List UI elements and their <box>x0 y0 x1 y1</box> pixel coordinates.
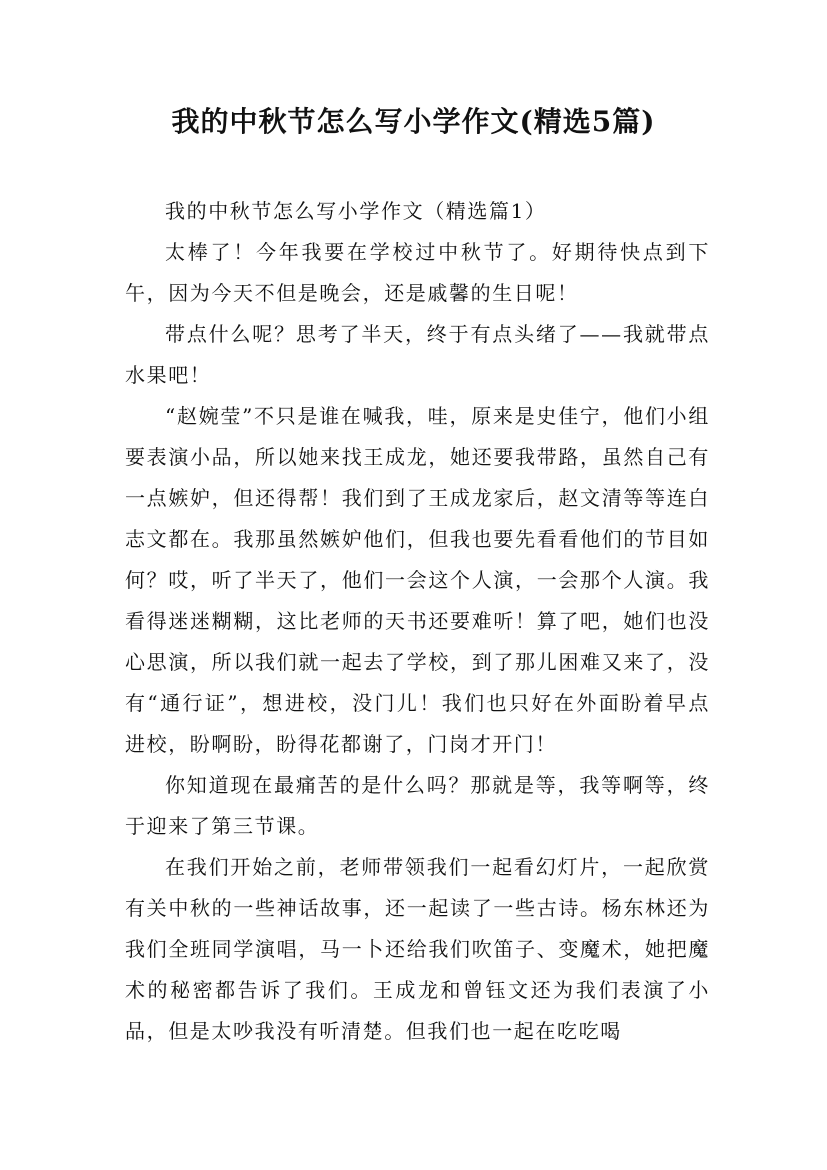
paragraph: 在我们开始之前，老师带领我们一起看幻灯片，一起欣赏有关中秋的一些神话故事，还一起读了一些古诗。杨东林还为我们全班同学演唱，马一卜还给我们吹笛子、变魔术，她把魔术的秘密都告诉了我们。王成龙和曾钰文还为我们表演了小品，但是太吵我没有听清楚。但我们也一起在吃吃喝 <box>125 855 710 1043</box>
document-title: 我的中秋节怎么写小学作文(精选5篇) <box>171 105 656 138</box>
section-heading: 我的中秋节怎么写小学作文（精选篇1） <box>165 199 547 223</box>
paragraph: 带点什么呢？思考了半天，终于有点头绪了——我就带点水果吧！ <box>125 322 710 387</box>
paragraph: “赵婉莹”不只是谁在喊我，哇，原来是史佳宁，他们小组要表演小品，所以她来找王成龙，她还要我带路，虽然自己有一点嫉妒，但还得帮！我们到了王成龙家后，赵文清等等连白志文都在。我那虽然嫉妒他们，但我也要先看看他们的节目如何？哎，听了半天了，他们一会这个人演，一会那个人演。我看得迷迷糊糊，这比老师的天书还要难听！算了吧，她们也没心思演，所以我们就一起去了学校，到了那儿困难又来了，没有“通行证”，想进校，没门儿！我们也只好在外面盼着早点进校，盼啊盼，盼得花都谢了，门岗才开门！ <box>125 404 710 756</box>
document-body <box>125 191 710 1052</box>
paragraph: 太棒了！今年我要在学校过中秋节了。好期待快点到下午，因为今天不但是晚会，还是戚馨的生日呢！ <box>125 240 710 305</box>
paragraph: 你知道现在最痛苦的是什么吗？那就是等，我等啊等，终于迎来了第三节课。 <box>125 773 710 838</box>
